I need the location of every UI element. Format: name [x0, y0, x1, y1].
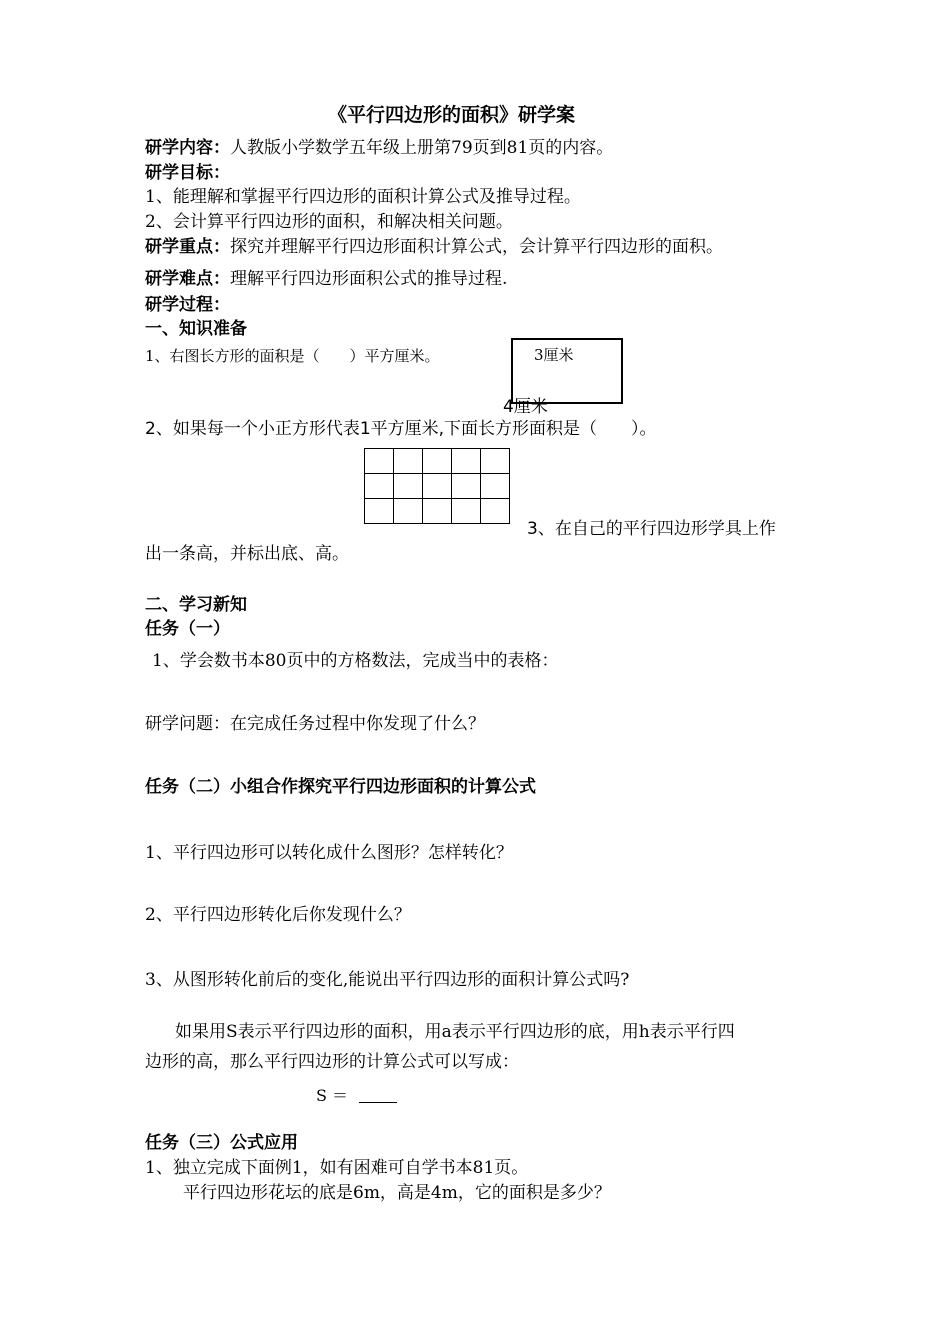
grid-cell — [423, 499, 452, 524]
grid-cell — [481, 499, 510, 524]
grid-cell — [365, 499, 394, 524]
formula-row — [316, 1083, 397, 1106]
task2-q1: 1、平行四边形可以转化成什么图形？怎样转化？ — [145, 843, 513, 863]
section1-q2: 2、如果每一个小正方形代表1平方厘米,下面长方形面积是（ ）。 — [145, 419, 657, 439]
task2-q2: 2、平行四边形转化后你发现什么？ — [145, 905, 411, 925]
process-label: 研学过程： — [145, 295, 230, 315]
task3-example: 平行四边形花坛的底是6m，高是4m，它的面积是多少？ — [183, 1183, 611, 1203]
focus-label: 研学重点： — [145, 237, 230, 257]
grid-cell — [423, 449, 452, 474]
section1-q3-part2: 出一条高，并标出底、高。 — [145, 544, 349, 564]
section1-q3-part1: 3、在自己的平行四边形学具上作 — [527, 519, 776, 539]
task2-q3: 3、从图形转化前后的变化,能说出平行四边形的面积计算公式吗? — [145, 970, 630, 990]
grid-cell — [365, 474, 394, 499]
task1-item1: 1、学会数书本80页中的方格数法，完成当中的表格： — [152, 651, 559, 671]
focus-row — [145, 236, 723, 258]
goal-label: 研学目标： — [145, 163, 230, 183]
task2-heading: 任务（二）小组合作探究平行四边形面积的计算公式 — [145, 777, 536, 797]
task3-item1: 1、独立完成下面例1，如有困难可自学书本81页。 — [145, 1158, 529, 1178]
task2-para-line1: 如果用S表示平行四边形的面积，用a表示平行四边形的底，用h表示平行四 — [175, 1022, 735, 1042]
task1-heading: 任务（一） — [145, 619, 230, 639]
grid-cell — [365, 449, 394, 474]
grid-cell — [394, 499, 423, 524]
grid-cell — [481, 449, 510, 474]
focus-text: 探究并理解平行四边形面积计算公式，会计算平行四边形的面积。 — [230, 237, 723, 257]
grid-cell — [452, 474, 481, 499]
section1-heading: 一、知识准备 — [145, 319, 247, 339]
unit-square-grid — [364, 448, 510, 524]
task1-question: 研学问题：在完成任务过程中你发现了什么？ — [145, 714, 485, 734]
difficulty-label: 研学难点： — [145, 269, 230, 289]
grid-row — [365, 474, 510, 499]
grid-cell — [394, 474, 423, 499]
formula-label: S ＝ — [316, 1086, 349, 1105]
section2-heading: 二、学习新知 — [145, 595, 247, 615]
grid-cell — [452, 499, 481, 524]
goal-item: 2、会计算平行四边形的面积，和解决相关问题。 — [145, 212, 513, 232]
grid-row — [365, 499, 510, 524]
section1-q1: 1、右图长方形的面积是（ ）平方厘米。 — [145, 347, 440, 365]
task3-heading: 任务（三）公式应用 — [145, 1133, 298, 1153]
content-row — [145, 137, 613, 159]
task2-para-line2: 边形的高，那么平行四边形的计算公式可以写成： — [145, 1052, 519, 1072]
rect-width-label: 3厘米 — [534, 346, 574, 364]
grid-cell — [394, 449, 423, 474]
formula-answer-blank[interactable] — [359, 1086, 397, 1103]
content-label: 研学内容： — [145, 138, 230, 158]
grid-row — [365, 449, 510, 474]
grid-cell — [481, 474, 510, 499]
difficulty-text: 理解平行四边形面积公式的推导过程. — [230, 269, 508, 289]
grid-cell — [452, 449, 481, 474]
rect-length-label: 4厘米 — [503, 397, 548, 417]
content-text: 人教版小学数学五年级上册第79页到81页的内容。 — [230, 138, 614, 158]
grid-cell — [423, 474, 452, 499]
page-title: 《平行四边形的面积》研学案 — [328, 104, 576, 126]
difficulty-row — [145, 268, 507, 290]
goal-item: 1、能理解和掌握平行四边形的面积计算公式及推导过程。 — [145, 187, 581, 207]
